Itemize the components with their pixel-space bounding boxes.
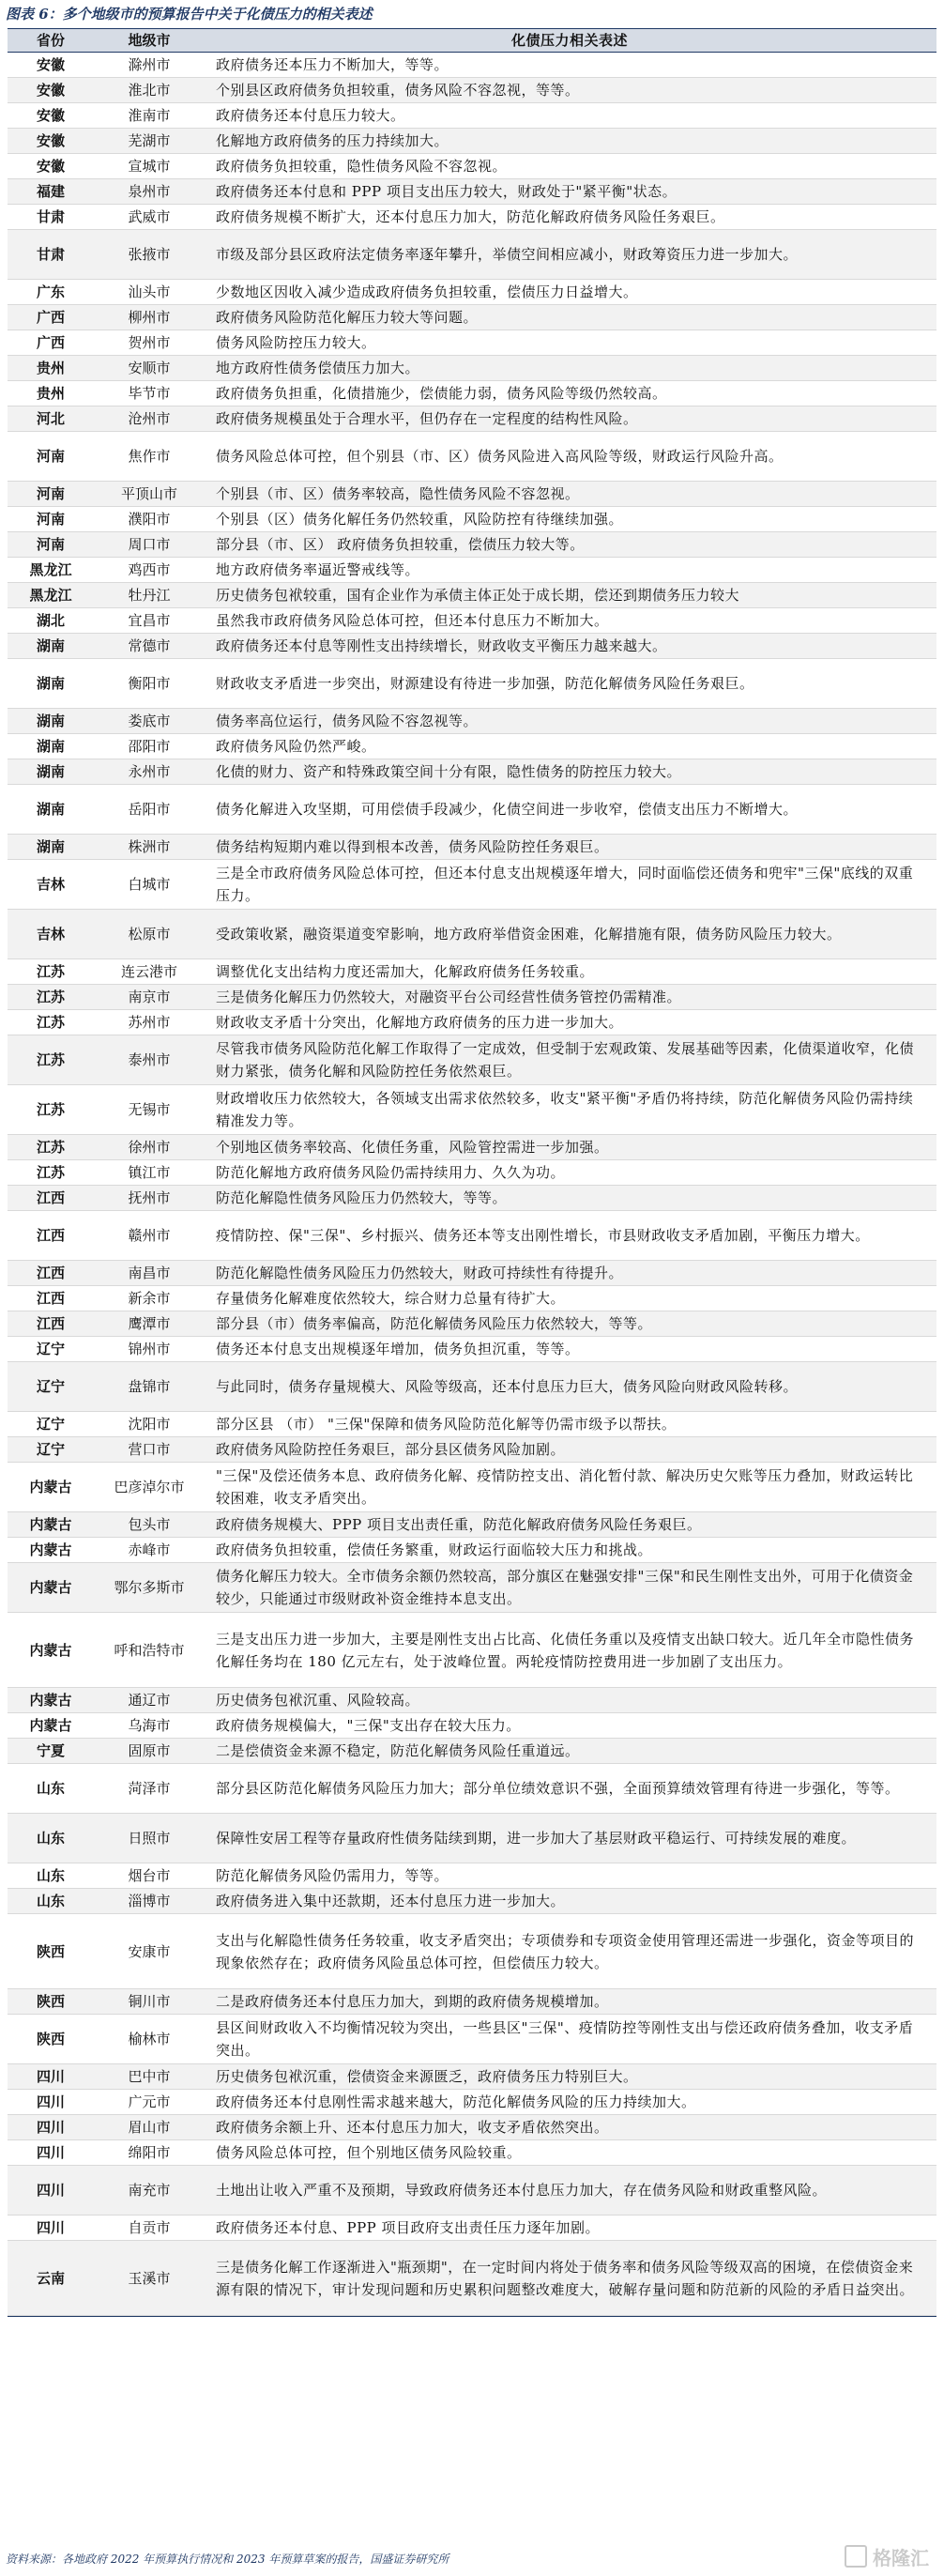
cell-statement: 政府债务进入集中还款期，还本付息压力进一步加大。 [216,1893,566,1909]
table-row [8,1010,936,1035]
table-row [8,129,936,154]
cell-statement: 化债的财力、资产和特殊政策空间十分有限，隐性债务的防控压力较大。 [216,763,682,780]
cell-city: 安顺市 [128,360,171,376]
cell-statement: 债务还本付息支出规模逐年增加，债务负担沉重，等等。 [216,1341,580,1357]
cell-city: 泰州市 [128,1051,171,1068]
cell-city: 淮南市 [128,107,171,124]
cell-city: 岳阳市 [128,801,171,818]
cell-statement: 债务化解进入攻坚期，可用偿债手段减少，化债空间进一步收窄，偿债支出压力不断增大。 [216,801,799,818]
cell-province: 湖南 [36,713,65,729]
table-row [8,1085,936,1135]
cell-statement: 政府债务还本付息和 PPP 项目支出压力较大，财政处于"紧平衡"状态。 [216,183,678,200]
table-row [8,558,936,583]
cell-statement: 地方政府债务率逼近警戒线等。 [216,561,420,578]
cell-city: 呼和浩特市 [114,1641,185,1659]
table-bottom-rule [8,2316,936,2317]
cell-province: 黑龙江 [29,561,72,578]
cell-city: 衡阳市 [128,675,171,692]
cell-statement: 政府债务负担较重，隐性债务风险不容忽视。 [216,158,508,175]
cell-province: 山东 [36,1867,65,1884]
table-row [8,1989,936,2015]
cell-statement: 化解地方政府债务的压力持续加大。 [216,132,449,149]
cell-city: 毕节市 [128,385,171,402]
cell-province: 安徽 [36,158,65,175]
cell-statement: 支出与化解隐性债务任务较重，收支矛盾突出；专项债券和专项资金使用管理还需进一步强化，资金等项目的现象依然存在；政府债务风险虽总体可控，但偿债压力较大。 [216,1931,915,1971]
cell-city: 淮北市 [128,82,171,99]
table-row [8,1512,936,1538]
cell-city: 镇江市 [128,1164,171,1181]
table-row [8,1437,936,1463]
cell-province: 江苏 [36,1014,65,1031]
table-row [8,154,936,179]
cell-province: 广西 [36,309,65,326]
table-row [8,1311,936,1337]
cell-province: 四川 [36,2119,65,2136]
cell-province: 辽宁 [36,1378,65,1395]
cell-province: 吉林 [36,926,65,943]
cell-city: 抚州市 [128,1189,171,1206]
cell-province: 内蒙古 [29,1516,72,1533]
cell-province: 湖南 [36,738,65,755]
cell-statement: 政府债务还本付息刚性需求越来越大，防范化解债务风险的压力持续加大。 [216,2093,696,2110]
cell-statement: 政府债务还本付息、PPP 项目政府支出责任压力逐年加剧。 [216,2219,601,2236]
table-row [8,860,936,910]
header-province: 省份 [36,32,65,49]
cell-statement: "三保"及偿还债务本息、政府债务化解、疫情防控支出、消化暂付款、解决历史欠账等压力叠加，财政运转比较困难，收支矛盾突出。 [216,1467,914,1507]
cell-city: 鹰潭市 [128,1315,171,1332]
table-row [8,432,936,482]
cell-statement: 政府债务负担重，化债措施少，偿债能力弱，债务风险等级仍然较高。 [216,385,667,402]
cell-province: 内蒙古 [29,1692,72,1709]
cell-statement: 财政收支矛盾进一步突出，财源建设有待进一步加强，防范化解债务风险任务艰巨。 [216,675,754,692]
cell-statement: 政府债务规模不断扩大，还本付息压力加大，防范化解政府债务风险任务艰巨。 [216,208,725,225]
cell-province: 湖北 [36,612,65,629]
table-row [8,1160,936,1186]
cell-city: 南昌市 [128,1265,171,1281]
cell-city: 通辽市 [128,1692,171,1709]
cell-statement: 政府债务风险防范化解压力较大等问题。 [216,309,479,326]
table-row [8,1739,936,1764]
cell-statement: 个别县（市、区）债务率较高，隐性债务风险不容忽视。 [216,485,580,502]
figure-caption: 图表 6：多个地级市的预算报告中关于化债压力的相关表述 [6,6,373,23]
cell-statement: 防范化解债务风险仍需用力，等等。 [216,1867,449,1884]
table-row [8,1261,936,1286]
table-row [8,659,936,709]
cell-statement: 部分县区防范化解债务风险压力加大；部分单位绩效意识不强，全面预算绩效管理有待进一步强化，等等。 [216,1780,900,1797]
table-row [8,583,936,608]
cell-statement: 债务化解压力较大。全市债务余额仍然较高，部分旗区在魅强安排"三保"和民生刚性支出外，可用于化债资金较少，只能通过市级财政补资金维持本息支出。 [216,1568,914,1607]
table-row [8,835,936,860]
table-row [8,1613,936,1688]
table-row [8,1412,936,1437]
table-row [8,230,936,280]
cell-city: 巴中市 [128,2068,171,2085]
cell-province: 安徽 [36,132,65,149]
cell-province: 湖南 [36,763,65,780]
table-row [8,1688,936,1713]
cell-city: 汕头市 [128,284,171,300]
cell-province: 四川 [36,2068,65,2085]
cell-statement: 债务结构短期内难以得到根本改善，债务风险防控任务艰巨。 [216,838,609,855]
cell-statement: 债务率高位运行，债务风险不容忽视等。 [216,713,479,729]
cell-statement: 虽然我市政府债务风险总体可控，但还本付息压力不断加大。 [216,612,609,629]
table-row [8,1337,936,1362]
table-row [8,482,936,507]
cell-province: 河南 [36,536,65,553]
cell-city: 牡丹江 [128,587,171,604]
header-statement: 化债压力相关表述 [510,32,628,49]
table-row [8,1914,936,1989]
cell-statement: 政府债务规模偏大，"三保"支出存在较大压力。 [216,1717,521,1734]
cell-statement: 政府债务余额上升、还本付息压力加大，收支矛盾依然突出。 [216,2119,609,2136]
cell-city: 泉州市 [128,183,171,200]
cell-province: 江西 [36,1290,65,1307]
table-row [8,205,936,230]
table-row [8,2166,936,2216]
table-row [8,2115,936,2140]
cell-province: 内蒙古 [29,1479,72,1495]
cell-statement: 市级及部分县区政府法定债务率逐年攀升，举债空间相应减小，财政筹资压力进一步加大。 [216,246,799,263]
cell-province: 河南 [36,485,65,502]
cell-province: 内蒙古 [29,1641,72,1659]
table-header-row [8,28,936,53]
table-row [8,2241,936,2316]
cell-statement: 历史债务包袱沉重，偿债资金来源匮乏，政府债务压力特别巨大。 [216,2068,638,2085]
cell-province: 安徽 [36,82,65,99]
cell-statement: 二是偿债资金来源不稳定，防范化解债务风险任重道远。 [216,1742,580,1759]
cell-city: 南京市 [128,989,171,1005]
cell-city: 铜川市 [128,1993,171,2010]
cell-province: 江苏 [36,1101,65,1118]
cell-statement: 财政增收压力依然较大，各领域支出需求依然较多，收支"紧平衡"矛盾仍将持续，防范化解债务风险仍需持续精准发力等。 [216,1090,914,1129]
cell-province: 黑龙江 [29,587,72,604]
cell-statement: 受政策收紧，融资渠道变窄影响，地方政府举借资金困难，化解措施有限，债务防风险压力较大。 [216,926,842,943]
table-row [8,608,936,634]
cell-city: 宜昌市 [128,612,171,629]
table-row [8,103,936,129]
cell-city: 张掖市 [128,246,171,263]
cell-statement: 债务风险总体可控，但个别地区债务风险较重。 [216,2144,522,2161]
cell-province: 辽宁 [36,1441,65,1458]
table-row [8,330,936,356]
table-row [8,1814,936,1863]
table-row [8,1211,936,1261]
cell-city: 平顶山市 [120,485,177,502]
cell-statement: 政府债务还本压力不断加大，等等。 [216,56,449,73]
cell-city: 巴彦淖尔市 [114,1479,185,1495]
cell-province: 江西 [36,1189,65,1206]
cell-province: 贵州 [36,385,65,402]
table-row [8,759,936,785]
cell-statement: 防范化解隐性债务风险压力仍然较大，财政可持续性有待提升。 [216,1265,624,1281]
cell-statement: 地方政府性债务偿债压力加大。 [216,360,420,376]
watermark-text: 格隆汇 [873,2546,929,2569]
cell-city: 滁州市 [128,56,171,73]
table-row [8,910,936,959]
table-row [8,634,936,659]
cell-province: 河南 [36,511,65,528]
cell-city: 乌海市 [128,1717,171,1734]
cell-city: 濮阳市 [128,511,171,528]
cell-statement: 部分县（市、区） 政府债务负担较重，偿债压力较大等。 [216,536,585,553]
cell-province: 四川 [36,2093,65,2110]
table-row [8,381,936,406]
cell-city: 鸡西市 [128,561,171,578]
cell-city: 烟台市 [128,1867,171,1884]
cell-statement: 保障性安居工程等存量政府性债务陆续到期，进一步加大了基层财政平稳运行、可持续发展的难度。 [216,1830,857,1847]
cell-province: 广西 [36,334,65,351]
cell-statement: 县区间财政收入不均衡情况较为突出，一些县区"三保"、疫情防控等刚性支出与偿还政府债务叠加，收支矛盾突出。 [216,2019,914,2059]
table-row [8,280,936,305]
cell-province: 吉林 [36,876,65,893]
cell-province: 陕西 [36,2031,65,2047]
cell-statement: 防范化解隐性债务风险压力仍然较大，等等。 [216,1189,508,1206]
cell-statement: 政府债务还本付息等刚性支出持续增长，财政收支平衡压力越来越大。 [216,637,667,654]
cell-statement: 三是债务化解压力仍然较大，对融资平台公司经营性债务管控仍需精准。 [216,989,682,1005]
cell-city: 常德市 [128,637,171,654]
table-row [8,2015,936,2064]
cell-city: 绵阳市 [128,2144,171,2161]
cell-statement: 存量债务化解难度依然较大，综合财力总量有待扩大。 [216,1290,566,1307]
cell-province: 宁夏 [36,1742,65,1759]
table-row [8,2064,936,2090]
cell-statement: 尽管我市债务风险防范化解工作取得了一定成效，但受制于宏观政策、发展基础等因素，化债渠道收窄，化债财力紧张，债务化解和风险防控任务依然艰巨。 [216,1040,915,1080]
cell-city: 安康市 [128,1942,171,1960]
table-row [8,709,936,734]
cell-city: 柳州市 [128,309,171,326]
cell-statement: 政府债务负担较重，偿债任务繁重，财政运行面临较大压力和挑战。 [216,1541,653,1558]
cell-city: 芜湖市 [128,132,171,149]
cell-province: 内蒙古 [29,1717,72,1734]
cell-province: 湖南 [36,801,65,818]
table-row [8,2090,936,2115]
table-row [8,1362,936,1412]
cell-province: 内蒙古 [29,1541,72,1558]
table-row [8,179,936,205]
cell-city: 菏泽市 [128,1780,171,1797]
cell-statement: 历史债务包袱较重，国有企业作为承债主体正处于成长期，偿还到期债务压力较大 [216,587,740,604]
cell-statement: 政府债务风险仍然严峻。 [216,738,376,755]
cell-statement: 调整优化支出结构力度还需加大，化解政府债务任务较重。 [216,963,595,980]
table-row [8,985,936,1010]
source-note: 资料来源：各地政府 2022 年预算执行情况和 2023 年预算草案的报告，国盛证券研究所 [6,2553,449,2566]
cell-province: 陕西 [36,1942,65,1960]
logo-icon [845,2545,867,2568]
header-city: 地级市 [128,32,171,49]
cell-province: 辽宁 [36,1416,65,1433]
cell-city: 无锡市 [128,1101,171,1118]
cell-province: 云南 [36,2269,65,2287]
cell-city: 日照市 [128,1830,171,1847]
table-row [8,959,936,985]
cell-city: 赣州市 [128,1227,171,1244]
cell-statement: 财政收支矛盾十分突出，化解地方政府债务的压力进一步加大。 [216,1014,624,1031]
table-row [8,356,936,381]
table-row [8,2140,936,2166]
cell-statement: 历史债务包袱沉重、风险较高。 [216,1692,420,1709]
cell-statement: 三是全市政府债务风险总体可控，但还本付息支出规模逐年增大，同时面临偿还债务和兜牢"三保"底线的双重压力。 [216,865,914,904]
cell-statement: 债务风险总体可控，但个别县（市、区）债务风险进入高风险等级，财政运行风险升高。 [216,448,784,465]
cell-statement: 三是债务化解工作逐渐进入"瓶颈期"，在一定时间内将处于债务率和债务风险等级双高的困境，在偿债资金来源有限的情况下，审计发现问题和历史累积问题整改难度大，破解存量问题和防范新的风险的矛盾日益突出。 [216,2258,915,2298]
cell-city: 沧州市 [128,410,171,427]
cell-statement: 三是支出压力进一步加大，主要是刚性支出占比高、化债任务重以及疫情支出缺口较大。近几年全市隐性债务化解任务均在 180 亿元左右，处于波峰位置。两轮疫情防控费用进一步加剧了支出压力。 [216,1630,915,1670]
cell-province: 内蒙古 [29,1579,72,1596]
cell-province: 辽宁 [36,1341,65,1357]
cell-city: 沈阳市 [128,1416,171,1433]
cell-city: 盘锦市 [128,1378,171,1395]
cell-province: 湖南 [36,637,65,654]
cell-city: 松原市 [128,926,171,943]
table-row [8,1135,936,1160]
table-row [8,78,936,103]
cell-province: 山东 [36,1893,65,1909]
cell-province: 广东 [36,284,65,300]
cell-statement: 与此同时，债务存量规模大、风险等级高，还本付息压力巨大，债务风险向财政风险转移。 [216,1378,799,1395]
cell-city: 新余市 [128,1290,171,1307]
cell-statement: 个别县（区）债务化解任务仍然较重，风险防控有待继续加强。 [216,511,624,528]
cell-province: 四川 [36,2144,65,2161]
cell-statement: 政府债务规模大、PPP 项目支出责任重，防范化解政府债务风险任务艰巨。 [216,1516,702,1533]
table-row [8,785,936,835]
cell-city: 永州市 [128,763,171,780]
table-row [8,1538,936,1563]
cell-province: 甘肃 [36,208,65,225]
cell-statement: 政府债务规模虽处于合理水平，但仍存在一定程度的结构性风险。 [216,410,638,427]
cell-city: 宣城市 [128,158,171,175]
cell-statement: 防范化解地方政府债务风险仍需持续用力、久久为功。 [216,1164,566,1181]
cell-province: 陕西 [36,1993,65,2010]
cell-city: 白城市 [128,876,171,893]
cell-city: 营口市 [128,1441,171,1458]
cell-city: 焦作市 [128,448,171,465]
cell-city: 包头市 [128,1516,171,1533]
cell-province: 江西 [36,1227,65,1244]
table-row [8,406,936,432]
cell-city: 株洲市 [128,838,171,855]
cell-province: 江苏 [36,963,65,980]
table-row [8,1186,936,1211]
cell-statement: 个别县区政府债务负担较重，债务风险不容忽视，等等。 [216,82,580,99]
cell-province: 河北 [36,410,65,427]
cell-province: 江苏 [36,989,65,1005]
cell-city: 武威市 [128,208,171,225]
cell-province: 山东 [36,1780,65,1797]
cell-statement: 债务风险防控压力较大。 [216,334,376,351]
statement-table [8,28,936,2316]
table-row [8,1563,936,1613]
cell-city: 赤峰市 [128,1541,171,1558]
cell-province: 山东 [36,1830,65,1847]
table-row [8,305,936,330]
cell-city: 徐州市 [128,1139,171,1156]
table-body [8,53,936,2316]
cell-statement: 政府债务风险防控任务艰巨，部分县区债务风险加剧。 [216,1441,566,1458]
cell-city: 邵阳市 [128,738,171,755]
cell-city: 南充市 [128,2182,171,2199]
cell-province: 安徽 [36,107,65,124]
cell-statement: 疫情防控、保"三保"、乡村振兴、债务还本等支出刚性增长，市县财政收支矛盾加剧，平衡压力增大。 [216,1227,870,1244]
table-row [8,734,936,759]
cell-statement: 少数地区因收入减少造成政府债务负担较重，偿债压力日益增大。 [216,284,638,300]
watermark-logo [818,2542,929,2570]
cell-province: 福建 [36,183,65,200]
table-row [8,2216,936,2241]
table-row [8,1889,936,1914]
cell-province: 江西 [36,1315,65,1332]
cell-statement: 部分区县 （市） "三保"保障和债务风险防范化解等仍需市级予以帮扶。 [216,1416,677,1433]
cell-city: 鄂尔多斯市 [114,1579,185,1596]
table-row [8,1764,936,1814]
cell-province: 湖南 [36,675,65,692]
cell-statement: 个别地区债务率较高、化债任务重，风险管控需进一步加强。 [216,1139,609,1156]
cell-province: 河南 [36,448,65,465]
cell-province: 江苏 [36,1164,65,1181]
cell-province: 江苏 [36,1139,65,1156]
cell-city: 锦州市 [128,1341,171,1357]
cell-province: 四川 [36,2219,65,2236]
cell-province: 四川 [36,2182,65,2199]
cell-province: 安徽 [36,56,65,73]
cell-city: 贺州市 [128,334,171,351]
cell-city: 广元市 [128,2093,171,2110]
cell-city: 淄博市 [128,1893,171,1909]
table-row [8,532,936,558]
cell-province: 甘肃 [36,246,65,263]
table-row [8,53,936,78]
cell-city: 玉溪市 [128,2269,171,2287]
cell-city: 固原市 [128,1742,171,1759]
cell-province: 贵州 [36,360,65,376]
cell-city: 榆林市 [128,2031,171,2047]
cell-province: 江苏 [36,1051,65,1068]
cell-statement: 二是政府债务还本付息压力加大，到期的政府债务规模增加。 [216,1993,609,2010]
cell-city: 连云港市 [120,963,177,980]
cell-province: 湖南 [36,838,65,855]
table-row [8,1863,936,1889]
cell-province: 江西 [36,1265,65,1281]
cell-statement: 土地出让收入严重不及预期，导致政府债务还本付息压力加大，存在债务风险和财政重整风险。 [216,2182,828,2199]
cell-city: 自贡市 [128,2219,171,2236]
table-row [8,1713,936,1739]
cell-statement: 政府债务还本付息压力较大。 [216,107,405,124]
table-row [8,1035,936,1085]
cell-city: 苏州市 [128,1014,171,1031]
cell-city: 周口市 [128,536,171,553]
table-row [8,1286,936,1311]
cell-city: 娄底市 [128,713,171,729]
cell-city: 眉山市 [128,2119,171,2136]
table-row [8,507,936,532]
table-row [8,1463,936,1512]
cell-statement: 部分县（市）债务率偏高，防范化解债务风险压力依然较大，等等。 [216,1315,653,1332]
